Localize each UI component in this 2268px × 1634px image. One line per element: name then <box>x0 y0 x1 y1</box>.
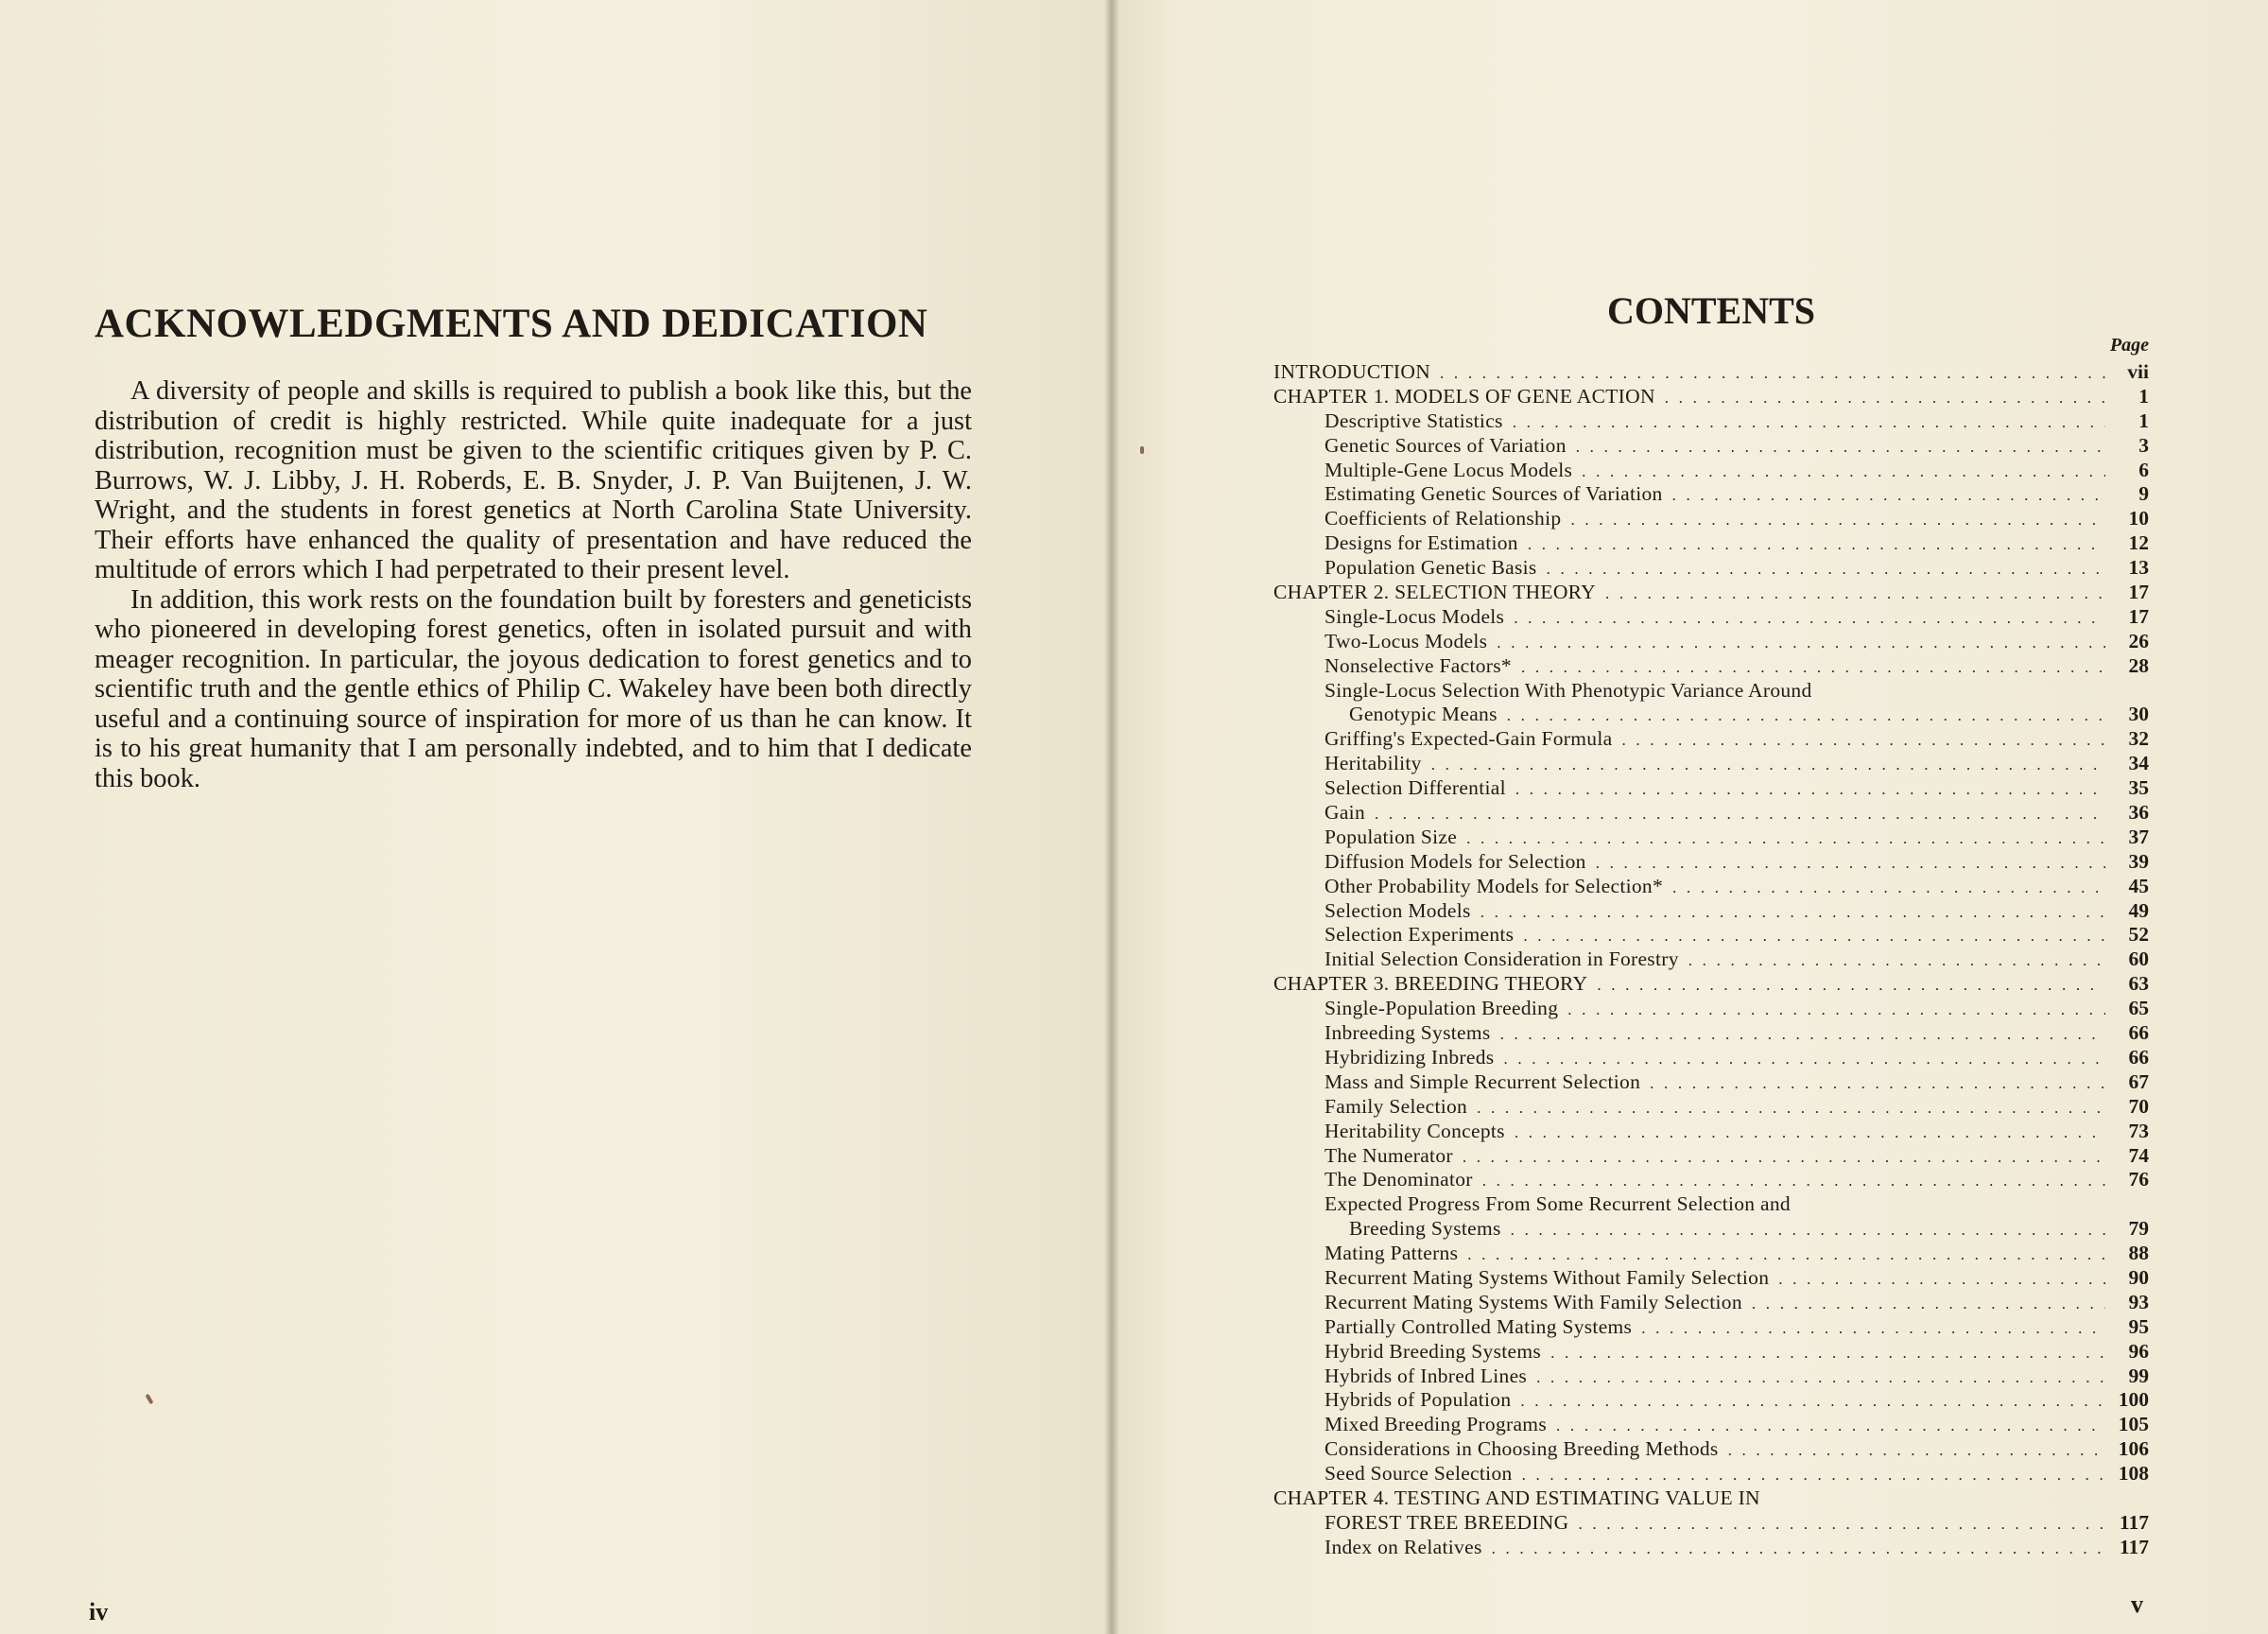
toc-entry-title: Expected Progress From Some Recurrent Selection and <box>1324 1192 1791 1216</box>
toc-entry-page: 60 <box>2128 947 2149 971</box>
toc-entry-page: 95 <box>2128 1314 2149 1338</box>
toc-entry <box>1273 1168 2149 1192</box>
toc-entry <box>1273 459 2149 483</box>
toc-entry-title: Coefficients of Relationship <box>1324 507 1562 530</box>
right-page-number: v <box>2131 1591 2143 1618</box>
table-of-contents <box>1273 360 2149 1560</box>
toc-entry <box>1273 875 2149 899</box>
toc-entry-title: CHAPTER 2. SELECTION THEORY <box>1273 581 1596 604</box>
toc-entry-title: Mating Patterns <box>1324 1242 1459 1265</box>
toc-entry-page: 12 <box>2128 531 2149 555</box>
toc-dot-leader <box>1515 1121 2105 1145</box>
toc-dot-leader <box>1672 483 2105 508</box>
toc-entry <box>1273 997 2149 1021</box>
toc-entry-title: Population Genetic Basis <box>1324 556 1537 580</box>
toc-entry-page: 30 <box>2128 703 2149 726</box>
toc-entry <box>1273 507 2149 531</box>
toc-dot-leader <box>1440 361 2105 386</box>
toc-entry-title: Partially Controlled Mating Systems <box>1324 1314 1633 1338</box>
toc-dot-leader <box>1500 1022 2105 1047</box>
toc-entry-page: 117 <box>2119 1510 2149 1534</box>
toc-entry-title: Nonselective Factors* <box>1324 653 1512 677</box>
toc-entry-page: 100 <box>2118 1388 2149 1412</box>
toc-entry <box>1273 1021 2149 1046</box>
toc-entry-page: 105 <box>2118 1413 2149 1436</box>
toc-entry <box>1273 1242 2149 1266</box>
toc-dot-leader <box>1728 1438 2105 1463</box>
toc-dot-leader <box>1523 924 2105 948</box>
toc-entry-page: 37 <box>2128 825 2149 848</box>
toc-entry <box>1273 1095 2149 1120</box>
toc-entry <box>1273 434 2149 459</box>
toc-entry-title: Mass and Simple Recurrent Selection <box>1324 1069 1641 1093</box>
toc-entry-page: 35 <box>2128 776 2149 800</box>
toc-entry <box>1273 947 2149 972</box>
toc-entry-title: Hybrids of Population <box>1324 1388 1512 1412</box>
toc-entry-title: Considerations in Choosing Breeding Methods <box>1324 1437 1719 1461</box>
toc-entry-page: 96 <box>2128 1339 2149 1363</box>
toc-dot-leader <box>1550 1341 2105 1365</box>
toc-dot-leader <box>1576 435 2105 460</box>
toc-entry-page: 63 <box>2128 972 2149 996</box>
toc-entry <box>1273 556 2149 581</box>
toc-entry-page: 49 <box>2128 898 2149 922</box>
toc-dot-leader <box>1431 753 2105 777</box>
toc-entry-page: 88 <box>2128 1242 2149 1265</box>
toc-dot-leader <box>1578 1512 2105 1537</box>
acknowledgments-paragraph-1: A diversity of people and skills is required to publish a book like this, but the distribution of credit is highly restricted. While quite inadequate for a just distribution, recognition must be given to the scientific critiques given by P. C. Burrows, W. J. Libby, J. H. Roberds, E. B. Snyder, J. P. Van Buijtenen, J. W. Wright, and the students in forest genetics at North Carolina State University. Their efforts have enhanced the quality of presentation and have reduced the multitude of errors which I had perpetrated to their present level. <box>95 376 972 584</box>
toc-dot-leader <box>1466 826 2105 851</box>
acknowledgments-body <box>95 376 972 793</box>
acknowledgments-paragraph-2: In addition, this work rests on the foundation built by foresters and geneticists who pioneered in developing forest genetics, often in isolated pursuit and with meager recognition. In particular, the joyous dedication to forest genetics and to scientific truth and the gentle ethics of Philip C. Wakeley have been both directly useful and a continuing source of inspiration for more of us than he can know. It is to his great humanity that I am personally indebted, and to him that I dedicate this book. <box>95 584 972 793</box>
toc-entry <box>1273 1462 2149 1486</box>
toc-entry <box>1273 727 2149 752</box>
toc-entry <box>1273 801 2149 826</box>
toc-entry <box>1273 1437 2149 1462</box>
toc-dot-leader <box>1497 631 2105 655</box>
acknowledgments-title: ACKNOWLEDGMENTS AND DEDICATION <box>95 302 928 346</box>
toc-dot-leader <box>1556 1414 2105 1438</box>
toc-entry-page: 106 <box>2118 1437 2149 1461</box>
toc-entry-title: Hybridizing Inbreds <box>1324 1045 1495 1069</box>
ink-speck <box>146 1394 154 1405</box>
toc-entry <box>1273 630 2149 654</box>
toc-entry <box>1273 581 2149 605</box>
toc-dot-leader <box>1528 532 2105 557</box>
toc-entry <box>1273 654 2149 679</box>
toc-entry-title: Selection Differential <box>1324 776 1506 800</box>
left-page <box>0 0 1112 1634</box>
toc-entry-title: Seed Source Selection <box>1324 1462 1513 1486</box>
toc-entry-page: 1 <box>2138 408 2149 432</box>
toc-entry <box>1273 679 2149 704</box>
toc-entry-title: Single-Locus Models <box>1324 604 1505 628</box>
toc-dot-leader <box>1650 1071 2105 1096</box>
toc-entry-title: Heritability <box>1324 752 1422 775</box>
toc-dot-leader <box>1778 1267 2105 1292</box>
toc-dot-leader <box>1536 1365 2105 1390</box>
toc-entry-title: Selection Models <box>1324 898 1471 922</box>
toc-entry-page: 65 <box>2128 997 2149 1020</box>
toc-dot-leader <box>1522 1463 2105 1487</box>
toc-dot-leader <box>1596 851 2105 876</box>
toc-entry-page: 70 <box>2128 1094 2149 1118</box>
toc-dot-leader <box>1688 948 2105 973</box>
toc-entry-title: Mixed Breeding Programs <box>1324 1413 1548 1436</box>
toc-dot-leader <box>1621 728 2105 753</box>
toc-dot-leader <box>1597 973 2105 998</box>
left-page-number: iv <box>89 1598 109 1625</box>
toc-entry <box>1273 1266 2149 1291</box>
toc-entry <box>1273 385 2149 409</box>
toc-entry-title: Hybrids of Inbred Lines <box>1324 1364 1528 1387</box>
toc-entry <box>1273 1217 2149 1242</box>
toc-entry-page: 67 <box>2128 1069 2149 1093</box>
toc-entry <box>1273 1120 2149 1144</box>
toc-entry-page: 3 <box>2138 433 2149 457</box>
toc-dot-leader <box>1567 998 2105 1022</box>
toc-entry <box>1273 531 2149 556</box>
toc-entry-title: Inbreeding Systems <box>1324 1021 1491 1045</box>
toc-entry-page: 39 <box>2128 849 2149 873</box>
toc-dot-leader <box>1547 557 2105 582</box>
toc-entry <box>1273 703 2149 727</box>
toc-entry-page: 52 <box>2128 923 2149 947</box>
toc-entry-title: Descriptive Statistics <box>1324 408 1503 432</box>
toc-entry-title: Recurrent Mating Systems Without Family Selection <box>1324 1265 1770 1289</box>
toc-entry-page: 66 <box>2128 1021 2149 1045</box>
toc-dot-leader <box>1520 1389 2105 1414</box>
toc-dot-leader <box>1752 1292 2105 1316</box>
toc-entry-title: Genetic Sources of Variation <box>1324 433 1567 457</box>
toc-dot-leader <box>1467 1243 2105 1267</box>
toc-entry <box>1273 1365 2149 1389</box>
toc-entry-title: Diffusion Models for Selection <box>1324 849 1586 873</box>
toc-entry-title: The Denominator <box>1324 1168 1473 1191</box>
toc-dot-leader <box>1503 1047 2105 1071</box>
toc-entry-page: 17 <box>2128 604 2149 628</box>
toc-entry-title: INTRODUCTION <box>1273 360 1431 383</box>
toc-entry <box>1273 1144 2149 1169</box>
toc-entry-title: CHAPTER 1. MODELS OF GENE ACTION <box>1273 384 1655 408</box>
toc-dot-leader <box>1463 1145 2105 1170</box>
toc-entry-page: 13 <box>2128 556 2149 580</box>
toc-dot-leader <box>1513 410 2105 435</box>
toc-dot-leader <box>1492 1537 2105 1561</box>
toc-entry-page: 74 <box>2128 1143 2149 1167</box>
toc-entry <box>1273 1340 2149 1365</box>
toc-entry-page: 32 <box>2128 727 2149 751</box>
toc-entry <box>1273 1511 2149 1536</box>
toc-entry <box>1273 1070 2149 1095</box>
toc-dot-leader <box>1665 386 2105 410</box>
toc-entry <box>1273 360 2149 385</box>
toc-entry-page: 17 <box>2128 581 2149 604</box>
toc-entry-page: 45 <box>2128 874 2149 897</box>
toc-entry-title: Population Size <box>1324 825 1458 848</box>
toc-entry-title: Hybrid Breeding Systems <box>1324 1339 1542 1363</box>
toc-entry-title: FOREST TREE BREEDING <box>1324 1510 1569 1534</box>
toc-entry-page: 93 <box>2128 1290 2149 1313</box>
toc-dot-leader <box>1672 876 2105 900</box>
toc-entry <box>1273 1046 2149 1070</box>
toc-entry-page: 108 <box>2118 1462 2149 1486</box>
toc-entry-page: vii <box>2127 360 2149 383</box>
toc-entry-title: The Numerator <box>1324 1143 1453 1167</box>
toc-entry <box>1273 1413 2149 1437</box>
toc-dot-leader <box>1570 508 2105 532</box>
toc-entry-title: Genotypic Means <box>1349 703 1498 726</box>
toc-dot-leader <box>1480 900 2105 925</box>
ink-speck <box>1140 446 1144 454</box>
toc-dot-leader <box>1514 606 2105 631</box>
toc-entry-page: 9 <box>2138 482 2149 506</box>
toc-dot-leader <box>1605 582 2105 606</box>
toc-entry-title: Multiple-Gene Locus Models <box>1324 458 1573 481</box>
toc-entry <box>1273 826 2149 850</box>
toc-dot-leader <box>1641 1316 2105 1341</box>
toc-entry-title: Index on Relatives <box>1324 1535 1482 1558</box>
toc-entry <box>1273 482 2149 507</box>
toc-entry-page: 90 <box>2128 1265 2149 1289</box>
toc-entry-page: 79 <box>2128 1217 2149 1241</box>
toc-entry-title: Gain <box>1324 801 1365 825</box>
toc-entry-page: 28 <box>2128 653 2149 677</box>
toc-entry-title: Single-Locus Selection With Phenotypic Variance Around <box>1324 678 1812 702</box>
toc-entry-page: 1 <box>2138 384 2149 408</box>
page-column-header: Page <box>2109 335 2149 356</box>
toc-entry-title: CHAPTER 4. TESTING AND ESTIMATING VALUE IN <box>1273 1486 1760 1509</box>
toc-entry-page: 34 <box>2128 752 2149 775</box>
toc-entry-title: Griffing's Expected-Gain Formula <box>1324 727 1613 751</box>
toc-entry-page: 117 <box>2119 1535 2149 1558</box>
toc-dot-leader <box>1582 460 2105 484</box>
toc-entry-title: Breeding Systems <box>1349 1217 1501 1241</box>
toc-entry <box>1273 899 2149 924</box>
toc-entry-title: Other Probability Models for Selection* <box>1324 874 1664 897</box>
toc-entry-page: 73 <box>2128 1119 2149 1142</box>
toc-entry <box>1273 1315 2149 1340</box>
toc-dot-leader <box>1511 1218 2105 1243</box>
toc-entry-page: 26 <box>2128 629 2149 652</box>
toc-entry-title: Selection Experiments <box>1324 923 1515 947</box>
book-gutter <box>1104 0 1119 1634</box>
toc-dot-leader <box>1375 802 2105 826</box>
toc-entry-page: 99 <box>2128 1364 2149 1387</box>
toc-entry-title: Initial Selection Consideration in Forestry <box>1324 947 1679 971</box>
toc-entry <box>1273 1536 2149 1560</box>
toc-entry <box>1273 752 2149 776</box>
toc-entry-page: 66 <box>2128 1045 2149 1069</box>
toc-entry <box>1273 972 2149 997</box>
toc-entry <box>1273 1291 2149 1315</box>
toc-entry <box>1273 1486 2149 1511</box>
toc-entry-title: Recurrent Mating Systems With Family Selection <box>1324 1290 1742 1313</box>
toc-entry <box>1273 1388 2149 1413</box>
toc-entry <box>1273 1192 2149 1217</box>
toc-entry <box>1273 776 2149 801</box>
toc-entry <box>1273 605 2149 630</box>
toc-entry-title: Heritability Concepts <box>1324 1119 1505 1142</box>
toc-entry-page: 10 <box>2128 507 2149 530</box>
toc-dot-leader <box>1521 655 2105 680</box>
toc-entry-page: 36 <box>2128 801 2149 825</box>
toc-entry <box>1273 850 2149 875</box>
toc-entry-page: 76 <box>2128 1168 2149 1191</box>
contents-title: CONTENTS <box>1606 289 1816 332</box>
toc-entry-title: Designs for Estimation <box>1324 531 1518 555</box>
toc-entry-title: CHAPTER 3. BREEDING THEORY <box>1273 972 1588 996</box>
toc-dot-leader <box>1515 777 2105 802</box>
toc-entry-title: Family Selection <box>1324 1094 1468 1118</box>
toc-dot-leader <box>1507 704 2105 728</box>
toc-entry-title: Two-Locus Models <box>1324 629 1488 652</box>
toc-entry <box>1273 923 2149 947</box>
toc-entry-page: 6 <box>2138 458 2149 481</box>
toc-dot-leader <box>1477 1096 2105 1121</box>
toc-entry <box>1273 409 2149 434</box>
toc-entry-title: Estimating Genetic Sources of Variation <box>1324 482 1663 506</box>
toc-dot-leader <box>1482 1169 2105 1193</box>
toc-entry-title: Single-Population Breeding <box>1324 997 1559 1020</box>
